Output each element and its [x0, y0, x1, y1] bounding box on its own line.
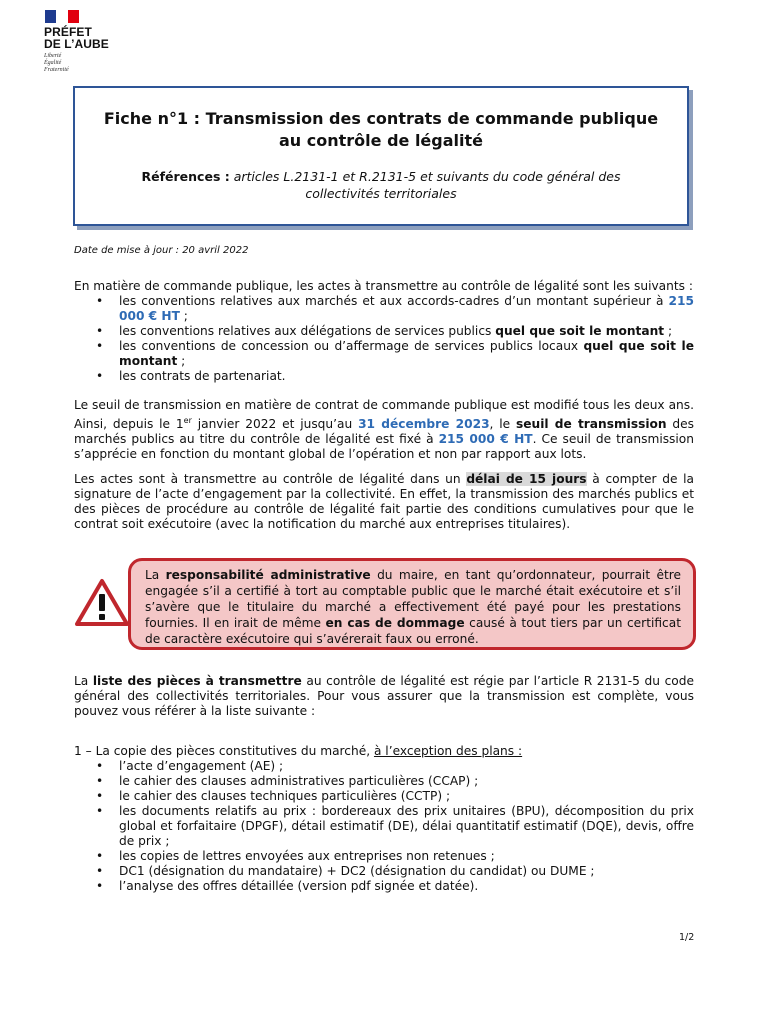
page-title: Fiche n°1 : Transmission des contrats de commande publique au contrôle de légalité [103, 109, 659, 150]
list-item: • les conventions de concession ou d’affermage de services publics locaux quel que soit le montant ; [74, 339, 694, 369]
list-item: • les conventions relatives aux marchés et aux accords-cadres d’un montant supérieur à 215 000 € HT ; [74, 294, 694, 324]
logo-line-2: DE L’AUBE [44, 37, 109, 51]
list-item: • l’acte d’engagement (AE) ; [74, 759, 694, 774]
documents-intro: La liste des pièces à transmettre au contrôle de légalité est régie par l’article R 2131-5 du code général des collectivités territoriales. Pour vous assurer que la transmission est complète, vous pouvez vous référer à la liste suivante : [74, 674, 694, 718]
page-number: 1/2 [679, 932, 695, 943]
title-box [73, 86, 689, 226]
threshold-paragraph: Le seuil de transmission en matière de contrat de commande publique est modifié tous les deux ans. Ainsi, depuis le 1er janvier 2022 et jusqu’au 31 décembre 2023, le seuil de transmission des marchés publics au titre du contrôle de légalité est fixé à 215 000 € HT. Ce seuil de transmission s’apprécie en fonction du montant global de l’opération et non par rapport aux lots. [74, 398, 695, 462]
intro-section [74, 279, 694, 384]
list-item: • le cahier des clauses techniques particulières (CCTP) ; [74, 789, 694, 804]
marianne-flag-icon [45, 10, 79, 23]
list-item: • les copies de lettres envoyées aux entreprises non retenues ; [74, 849, 694, 864]
list-item: • les contrats de partenariat. [74, 369, 694, 384]
list-item: • DC1 (désignation du mandataire) + DC2 (désignation du candidat) ou DUME ; [74, 864, 694, 879]
list-item: • l’analyse des offres détaillée (version pdf signée et datée). [74, 879, 694, 894]
list-item: • les conventions relatives aux délégations de services publics quel que soit le montant ; [74, 324, 694, 339]
logo-line-1: PRÉFET [44, 25, 92, 39]
intro-lead: En matière de commande publique, les actes à transmettre au contrôle de légalité sont les suivants : [74, 279, 693, 293]
update-date: Date de mise à jour : 20 avril 2022 [74, 245, 249, 256]
warning-icon [74, 578, 130, 628]
references: Références : articles L.2131-1 et R.2131-5 et suivants du code général des collectivités territoriales [141, 169, 621, 201]
logo-motto: Liberté Égalité Fraternité [44, 53, 69, 73]
list-item: • le cahier des clauses administratives particulières (CCAP) ; [74, 774, 694, 789]
list-item: • les documents relatifs au prix : bordereaux des prix unitaires (BPU), décomposition du prix global et forfaitaire (DPGF), détail estimatif (DE), délai quantitatif estimatif (DQE), devis, offre de prix ; [74, 804, 694, 849]
section-1 [74, 744, 694, 894]
delay-paragraph: Les actes sont à transmettre au contrôle de légalité dans un délai de 15 jours à compter de la signature de l’acte d’engagement par la collectivité. En effet, la transmission des marchés publics et des pièces de procédure au contrôle de légalité fait partie des conditions cumulatives pour que le contrat soit exécutoire (avec la notification du marché aux entreprises titulaires). [74, 472, 694, 531]
prefecture-logo [44, 10, 124, 74]
warning-box: La responsabilité administrative du maire, en tant qu’ordonnateur, pourrait être engagée s’il a certifié à tort au comptable public que le marché était exécutoire et s’il s’avère que le titulaire du marché a effectivement été payé pour les prestations fournies. Il en irait de même en cas de dommage causé à tout tiers par un certificat de caractère exécutoire qui s’avérerait faux ou erroné. [128, 558, 696, 650]
section-1-heading: 1 – La copie des pièces constitutives du marché, à l’exception des plans : [74, 744, 523, 758]
